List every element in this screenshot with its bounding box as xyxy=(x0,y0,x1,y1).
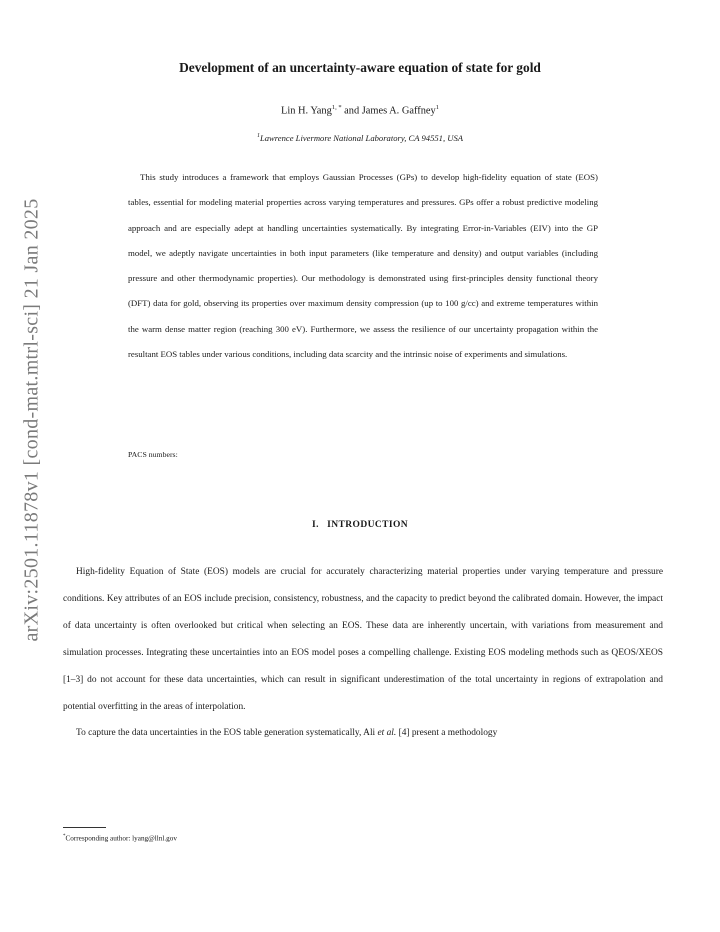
abstract: This study introduces a framework that employs Gaussian Processes (GPs) to develop high-fidelity equation of state (EOS) tables, essential for modeling material properties across varying temperatures and pressures. GPs offer a robust predictive modeling approach and are especially adept at handling uncertainties systematically. By integrating Error-in-Variables (EIV) into the GP model, we adeptly navigate uncertainties in both input parameters (like temperature and density) and output variables (including pressure and other thermodynamic properties). Our methodology is demonstrated using first-principles density functional theory (DFT) data for gold, observing its properties over maximum density compression (up to 100 g/cc) and extreme temperatures within the warm dense matter region (reaching 300 eV). Furthermore, we assess the resilience of our uncertainty propagation within the resultant EOS tables under various conditions, including data scarcity and the intrinsic noise of experiments and simulations. xyxy=(128,172,598,360)
pacs-numbers: PACS numbers: xyxy=(128,450,178,459)
affiliation-text: Lawrence Livermore National Laboratory, CA 94551, USA xyxy=(259,133,464,143)
affiliation-mark: 1 xyxy=(256,133,260,140)
footnote-mark: * xyxy=(63,834,66,839)
arxiv-sidebar xyxy=(10,120,54,720)
introduction-body xyxy=(63,559,663,747)
paragraph: High-fidelity Equation of State (EOS) models are crucial for accurately characterizing material properties under varying temperature and pressure conditions. Key attributes of an EOS include precision, consistency, robustness, and the capacity to predict beyond the calibrated domain. However, the impact of data uncertainty is often overlooked but critical when selecting an EOS. These data are inherently uncertain, with variations from measurement and simulation processes. Integrating these uncertainties into an EOS model poses a compelling challenge. Existing EOS modeling methods such as QEOS/XEOS [1–3] do not account for these data uncertainties, which can result in significant underestimation of the total uncertainty in regions of extrapolation and potential overfitting in the areas of interpolation. xyxy=(63,567,663,712)
footnote-rule xyxy=(63,827,106,828)
section-heading: I. INTRODUCTION xyxy=(311,520,408,530)
paragraph-text: To capture the data uncertainties in the EOS table generation systematically, Ali xyxy=(76,728,378,739)
paragraph-text: [4] present a methodology xyxy=(396,728,498,739)
citation-etal: et al. xyxy=(377,728,397,739)
author-affiliation-mark: 1, * xyxy=(331,104,342,111)
affiliation xyxy=(0,133,720,143)
author-affiliation-mark: 1 xyxy=(435,104,439,111)
footnote xyxy=(63,834,177,842)
paragraph xyxy=(63,720,663,747)
author-separator: and xyxy=(341,105,362,117)
author-name: James A. Gaffney xyxy=(361,105,436,117)
footnote-text: Corresponding author: lyang@llnl.gov xyxy=(65,834,177,843)
paper-title: Development of an uncertainty-aware equation of state for gold xyxy=(179,60,541,75)
author-name: Lin H. Yang xyxy=(281,105,332,117)
arxiv-identifier: arXiv:2501.11878v1 [cond-mat.mtrl-sci] 21 Jan 2025 xyxy=(20,198,43,642)
author-line xyxy=(0,104,720,116)
